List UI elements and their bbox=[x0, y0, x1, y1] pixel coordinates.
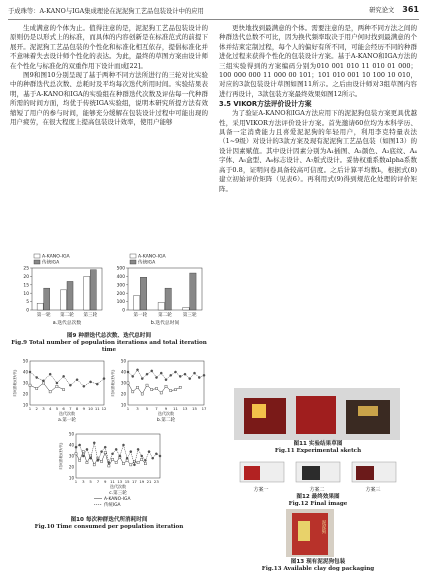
point-1-8 bbox=[83, 385, 85, 387]
y-tick-label-3: 300 bbox=[116, 283, 125, 289]
point-1-17 bbox=[137, 448, 139, 450]
point-0-7 bbox=[100, 460, 102, 462]
x-tick-label-18: 19 bbox=[139, 479, 145, 484]
y-tick-label-1: 20 bbox=[22, 391, 28, 397]
point-1-8 bbox=[165, 379, 167, 381]
y-tick-label-1: 20 bbox=[68, 464, 74, 470]
fig11-caption bbox=[219, 441, 417, 455]
y-tick-label-3: 40 bbox=[22, 369, 28, 375]
x-tick-label-6: 7 bbox=[96, 479, 100, 484]
point-0-3 bbox=[86, 462, 88, 464]
y-tick-label-2: 10 bbox=[23, 291, 29, 297]
y-tick-label-4: 20 bbox=[23, 275, 29, 280]
bar-1-0 bbox=[44, 288, 50, 310]
point-0-5 bbox=[151, 389, 153, 391]
y-tick-label-3: 15 bbox=[23, 283, 29, 289]
x-axis-label: 迭代次数 bbox=[110, 484, 126, 489]
x-axis-label: 迭代次数 bbox=[158, 411, 174, 416]
fig11-caption-en: Fig.11 Experimental sketch bbox=[274, 448, 362, 454]
legend-label-0: A-KANO-IGA bbox=[42, 254, 70, 260]
point-0-1 bbox=[36, 387, 38, 389]
point-0-1 bbox=[132, 391, 134, 393]
x-tick-label-4: 5 bbox=[89, 479, 92, 484]
y-tick-label-0: 0 bbox=[26, 308, 29, 314]
bar-0-1 bbox=[60, 290, 66, 310]
y-tick-label-2: 30 bbox=[22, 380, 28, 386]
x-tick-label-2: 第三轮 bbox=[83, 313, 98, 318]
fig13-caption bbox=[219, 559, 417, 573]
x-tick-label-0: 第一轮 bbox=[36, 313, 51, 318]
point-1-1 bbox=[79, 444, 81, 446]
point-1-5 bbox=[151, 370, 153, 372]
y-tick-label-4: 50 bbox=[68, 431, 74, 437]
bar-1-0 bbox=[140, 277, 146, 310]
fig13-caption-cn: 图13 现有泥泥狗包装 bbox=[290, 559, 346, 565]
running-title: 于成珠等：A-KANO与IGA集成理论在泥泥狗工艺品包装设计中的应用 bbox=[8, 8, 204, 15]
point-1-1 bbox=[132, 375, 134, 377]
bar-1-1 bbox=[67, 281, 73, 310]
x-tick-label-20: 21 bbox=[146, 479, 152, 484]
point-0-5 bbox=[63, 389, 65, 391]
point-1-9 bbox=[108, 462, 110, 464]
point-1-2 bbox=[136, 369, 138, 371]
point-0-19 bbox=[144, 463, 146, 465]
legend-label-1: 传统IGA bbox=[104, 503, 121, 508]
y-tick-label-2: 200 bbox=[116, 291, 125, 297]
x-tick-label-0: 1 bbox=[74, 479, 78, 484]
x-tick-label-10: 11 bbox=[110, 479, 115, 484]
point-1-14 bbox=[126, 457, 128, 459]
y-axis-label: 时间消耗/(秒/代) bbox=[59, 442, 63, 470]
sketch-box-2 bbox=[296, 396, 336, 434]
x-tick-label-0: 1 bbox=[126, 406, 130, 411]
sub-caption: a.迭代总次数 bbox=[52, 321, 82, 326]
y-tick-label-2: 30 bbox=[68, 453, 74, 459]
fig11-sketch-image bbox=[234, 388, 400, 440]
right-paragraph-2: 为了验证A-KANO和IGA方法应用下的泥泥狗包装方案更具优越性，采用VIKOR方法评价设计方案。首先邀请60位均为本科学历、具备一定消费能力且喜爱泥泥狗的年轻用户，利用李克特量表法（1~9级）对设计的3款方案及现有泥泥狗工艺品包装（如图13）的设计因素赋值。其中设计因素分别为A₁插图、A₂颜色、A₃底纹、A₄字体、A₅盒型、A₆标志设计、A₇版式设计。妥协权重系数alpha系数高于0.8，证明问卷具备较高可信度。之后计算平均数lᵢ，根据式(8)建立初始评价矩阵（见表6）。再利用式(9)得到规范化处理的评价矩阵。 bbox=[219, 109, 417, 193]
header-right bbox=[369, 5, 419, 14]
fig10b-chart bbox=[110, 357, 208, 427]
point-1-0 bbox=[127, 371, 129, 373]
point-0-0 bbox=[29, 384, 31, 386]
point-1-3 bbox=[141, 378, 143, 380]
sketch-box-3 bbox=[346, 400, 390, 434]
scheme-3-box bbox=[356, 466, 374, 480]
fig9b-chart bbox=[110, 252, 206, 334]
fig13-caption-en: Fig.13 Available clay dog packaging bbox=[261, 566, 375, 572]
point-1-1 bbox=[36, 376, 38, 378]
page-header bbox=[8, 6, 419, 20]
fig9-caption bbox=[10, 333, 208, 354]
y-tick-label-1: 5 bbox=[26, 300, 29, 306]
x-axis-label: 迭代次数 bbox=[59, 411, 75, 416]
sub-caption: a.第一轮 bbox=[57, 418, 77, 423]
fig10-caption-en: Fig.10 Time consumed per population iteration bbox=[34, 524, 184, 530]
legend-label-0: A-KANO-IGA bbox=[138, 254, 166, 260]
point-1-8 bbox=[104, 446, 106, 448]
x-tick-label-14: 15 bbox=[124, 479, 130, 484]
y-tick-label-4: 50 bbox=[22, 358, 28, 364]
point-0-0 bbox=[127, 382, 129, 384]
point-1-10 bbox=[111, 453, 113, 455]
point-0-9 bbox=[108, 465, 110, 467]
y-tick-label-4: 400 bbox=[116, 275, 125, 280]
y-tick-label-3: 40 bbox=[68, 442, 74, 448]
fig9a-chart bbox=[14, 252, 106, 334]
fig9-caption-en: Fig.9 Total number of population iterations and total iteration time bbox=[11, 340, 207, 353]
point-0-6 bbox=[155, 387, 157, 389]
x-tick-label-1: 2 bbox=[35, 406, 38, 411]
fig10a-chart bbox=[12, 357, 108, 427]
series-line-1 bbox=[128, 370, 204, 380]
point-1-21 bbox=[152, 457, 154, 459]
point-1-2 bbox=[42, 380, 44, 382]
fig9-caption-cn: 图9 种群迭代总次数、迭代总时间 bbox=[66, 333, 152, 339]
y-tick-label-0: 10 bbox=[68, 475, 74, 481]
point-1-6 bbox=[97, 459, 99, 461]
point-0-1 bbox=[79, 459, 81, 461]
point-0-2 bbox=[42, 382, 44, 384]
left-column bbox=[10, 24, 208, 127]
scheme-1-box bbox=[244, 466, 260, 480]
x-tick-label-5: 6 bbox=[62, 406, 65, 411]
fig10c-chart bbox=[58, 430, 164, 510]
fig13-package-image bbox=[286, 509, 334, 557]
x-tick-label-2: 3 bbox=[136, 406, 139, 411]
y-tick-label-3: 40 bbox=[120, 369, 126, 375]
point-1-4 bbox=[56, 382, 58, 384]
point-1-9 bbox=[170, 374, 172, 376]
point-0-3 bbox=[141, 393, 143, 395]
scheme-1-label: 方案一 bbox=[253, 487, 269, 493]
bar-1-2 bbox=[190, 273, 196, 310]
plot-frame bbox=[30, 361, 104, 405]
fig12-caption-en: Fig.12 Final image bbox=[288, 501, 348, 507]
bar-0-0 bbox=[133, 296, 139, 310]
point-0-10 bbox=[174, 389, 176, 391]
point-0-0 bbox=[75, 453, 77, 455]
bar-0-2 bbox=[84, 276, 90, 310]
series-line-0 bbox=[128, 383, 180, 394]
point-0-4 bbox=[146, 384, 148, 386]
legend-label-1: 传统IGA bbox=[138, 260, 156, 266]
y-tick-label-1: 100 bbox=[116, 300, 125, 306]
scheme-3-label: 方案三 bbox=[365, 487, 381, 493]
scheme-2-label: 方案二 bbox=[309, 487, 325, 493]
y-tick-label-0: 10 bbox=[22, 402, 28, 408]
bar-1-2 bbox=[90, 270, 96, 310]
sub-caption: b.迭代总时间 bbox=[150, 321, 180, 326]
point-0-8 bbox=[165, 385, 167, 387]
point-1-13 bbox=[189, 378, 191, 380]
point-1-7 bbox=[160, 372, 162, 374]
y-axis-label: 时间消耗/(秒/代) bbox=[13, 369, 17, 397]
page-number: 361 bbox=[402, 5, 419, 14]
left-paragraph-2: 图9和图10分别呈现了基于两种不同方法所进行的三轮对比实验中的种群迭代总次数、总耗时及平均每次迭代所用时间。实验结果表明，基于A-KANO和IGA的实验组在种群迭代次数及评估每一代种群所需的时间方面，均优于传统IGA实验组，说明本研究所提方法有效缩短了用户的参与时间，能够充分缓解在包装设计过程中可能出现的用户疲劳，在很大程度上提高包装设计效率，使用户能够 bbox=[10, 71, 208, 127]
x-tick-label-8: 9 bbox=[164, 406, 168, 411]
point-1-2 bbox=[82, 455, 84, 457]
x-tick-label-12: 13 bbox=[182, 406, 188, 411]
x-tick-label-11: 12 bbox=[101, 406, 107, 411]
bar-0-2 bbox=[183, 307, 189, 310]
point-1-0 bbox=[75, 446, 77, 448]
x-tick-label-14: 15 bbox=[192, 406, 197, 411]
x-tick-label-6: 7 bbox=[155, 406, 158, 411]
x-tick-label-8: 9 bbox=[104, 479, 107, 484]
point-0-2 bbox=[82, 451, 84, 453]
fig12-final-images bbox=[238, 458, 398, 484]
point-1-5 bbox=[93, 442, 95, 444]
point-0-11 bbox=[179, 386, 181, 388]
bar-1-1 bbox=[165, 288, 171, 310]
x-tick-label-2: 第三轮 bbox=[182, 313, 197, 318]
y-tick-label-2: 30 bbox=[120, 380, 126, 386]
scheme-2-box bbox=[302, 466, 320, 480]
fig10-caption-cn: 图10 每次种群迭代所消耗时间 bbox=[70, 517, 148, 523]
fig12-caption-cn: 图12 最终效果图 bbox=[296, 494, 340, 500]
x-tick-label-10: 11 bbox=[94, 406, 100, 411]
point-0-5 bbox=[93, 464, 95, 466]
point-1-18 bbox=[141, 455, 143, 457]
x-tick-label-12: 13 bbox=[117, 479, 123, 484]
sub-caption: c.第三轮 bbox=[109, 491, 127, 496]
point-0-10 bbox=[111, 458, 113, 460]
point-0-17 bbox=[137, 462, 139, 464]
x-tick-label-8: 9 bbox=[82, 406, 86, 411]
x-tick-label-0: 第一轮 bbox=[133, 313, 148, 318]
legend-swatch-1 bbox=[130, 260, 136, 264]
point-1-12 bbox=[119, 455, 121, 457]
y-tick-label-5: 500 bbox=[116, 266, 125, 272]
point-1-4 bbox=[146, 373, 148, 375]
right-paragraph-1: 更快地找到最满意的个体。需要注意的是，两种不同方法之间的种群迭代总数不可比，因为换代频率取决于用户何时找到最满意的个体并结束定制过程，每个人的偏好有所不同，可能会经历不同的种群进化过程来获得个性化的包装设计方案。基于A-KANO和IGA方法的三组实验得到的方案编码分别为010 001 010 11 010 01 000；100 000 000 11 000 00 101；101 010 001 10 100 10 010，对应的3款包装设计草图如图11所示。之后由设计师对3组草图内容进行再设计，3款包装方案最终效果如图12所示。 bbox=[219, 24, 417, 98]
point-1-3 bbox=[49, 373, 51, 375]
legend-swatch-0 bbox=[34, 254, 40, 258]
legend-label-1: 传统IGA bbox=[42, 260, 60, 266]
fig10-caption bbox=[10, 517, 208, 531]
point-1-6 bbox=[155, 376, 157, 378]
point-1-12 bbox=[184, 373, 186, 375]
plot-frame bbox=[128, 361, 204, 405]
y-axis-label: 时间消耗/(秒/代) bbox=[111, 369, 115, 397]
y-tick-label-0: 0 bbox=[122, 308, 125, 314]
point-0-15 bbox=[130, 464, 132, 466]
left-paragraph-1: 生成满意的个体为止。值得注意的是，泥泥狗工艺品包装设计的原则仍是以形式上的标准，而具体的内容创新是在标准范式的前提下展开。泥泥狗工艺品包装的个性化和标准化相互依存，提倡标准化并不意味着失去设计师个性化的表达。为此，最终的草图方案由设计师在个性化与标准化的双重作用下设计而成[22]。 bbox=[10, 24, 208, 70]
point-0-2 bbox=[136, 386, 138, 388]
x-tick-label-16: 17 bbox=[132, 479, 137, 484]
section-title: 3.5 VIKOR方法评价设计方案 bbox=[219, 100, 312, 109]
y-tick-label-1: 20 bbox=[120, 391, 126, 397]
legend-swatch-0 bbox=[130, 254, 136, 258]
x-tick-label-4: 5 bbox=[55, 406, 59, 411]
x-tick-label-4: 5 bbox=[145, 406, 149, 411]
x-tick-label-1: 第二轮 bbox=[60, 313, 74, 318]
point-1-11 bbox=[103, 378, 105, 380]
point-1-5 bbox=[63, 375, 65, 377]
point-1-9 bbox=[89, 381, 91, 383]
legend-label-0: A-KANO-IGA bbox=[104, 497, 131, 502]
series-line-1 bbox=[76, 443, 160, 465]
sketch-emblem bbox=[252, 404, 266, 418]
point-1-15 bbox=[198, 376, 200, 378]
point-0-7 bbox=[160, 392, 162, 394]
point-1-3 bbox=[86, 448, 88, 450]
point-1-7 bbox=[76, 379, 78, 381]
point-1-6 bbox=[69, 384, 71, 386]
x-tick-label-16: 17 bbox=[201, 406, 207, 411]
point-1-0 bbox=[29, 371, 31, 373]
point-0-9 bbox=[170, 390, 172, 392]
sub-caption: b.第二轮 bbox=[156, 418, 176, 423]
point-1-22 bbox=[155, 453, 157, 455]
point-0-4 bbox=[56, 385, 58, 387]
x-tick-label-22: 23 bbox=[153, 479, 159, 484]
bar-0-0 bbox=[37, 303, 43, 310]
point-1-14 bbox=[193, 372, 195, 374]
x-tick-label-2: 3 bbox=[82, 479, 85, 484]
point-1-7 bbox=[100, 451, 102, 453]
sketch-label bbox=[358, 406, 378, 416]
point-1-10 bbox=[96, 383, 98, 385]
y-tick-label-4: 50 bbox=[120, 358, 126, 364]
series-line-0 bbox=[30, 383, 64, 392]
x-tick-label-0: 1 bbox=[28, 406, 32, 411]
point-1-4 bbox=[90, 457, 92, 459]
point-0-3 bbox=[49, 391, 51, 393]
right-column bbox=[219, 24, 417, 194]
point-0-8 bbox=[104, 452, 106, 454]
x-tick-label-1: 第二轮 bbox=[158, 313, 172, 318]
y-tick-label-0: 10 bbox=[120, 402, 126, 408]
package-emblem bbox=[298, 521, 310, 541]
point-1-19 bbox=[144, 459, 146, 461]
bar-0-1 bbox=[158, 302, 164, 310]
point-0-11 bbox=[115, 462, 117, 464]
point-1-15 bbox=[130, 451, 132, 453]
point-1-13 bbox=[122, 444, 124, 446]
x-tick-label-10: 11 bbox=[173, 406, 178, 411]
point-1-23 bbox=[159, 455, 161, 457]
x-tick-label-2: 3 bbox=[42, 406, 45, 411]
fig11-caption-cn: 图11 实验结果草图 bbox=[293, 441, 343, 447]
point-0-18 bbox=[141, 458, 143, 460]
point-1-16 bbox=[133, 464, 135, 466]
fig12-caption bbox=[219, 494, 417, 508]
x-tick-label-6: 7 bbox=[69, 406, 72, 411]
section-label: 研究论文 bbox=[369, 7, 395, 14]
x-tick-label-7: 8 bbox=[75, 406, 79, 411]
point-0-13 bbox=[122, 463, 124, 465]
point-1-16 bbox=[203, 374, 205, 376]
point-1-10 bbox=[174, 371, 176, 373]
x-tick-label-3: 4 bbox=[48, 406, 52, 411]
point-1-20 bbox=[148, 451, 150, 453]
point-1-11 bbox=[179, 375, 181, 377]
x-tick-label-9: 10 bbox=[88, 406, 93, 411]
y-tick-label-5: 25 bbox=[23, 266, 29, 272]
package-box-text: 泥泥狗 bbox=[321, 520, 326, 534]
series-line-1 bbox=[30, 372, 104, 386]
point-1-11 bbox=[115, 448, 117, 450]
point-0-14 bbox=[126, 459, 128, 461]
legend-swatch-1 bbox=[34, 260, 40, 264]
